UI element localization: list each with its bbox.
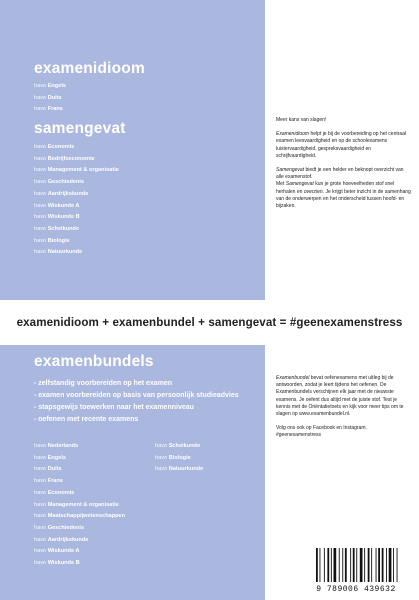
slogan-text: examenidioom + examenbundel + samengevat = #geenexamenstress	[16, 316, 403, 329]
level-label: havo	[155, 454, 169, 461]
barcode-bar	[331, 548, 332, 582]
isbn-barcode	[312, 548, 400, 590]
list-item	[34, 165, 119, 177]
barcode-bar	[393, 548, 394, 582]
list-item	[34, 93, 66, 105]
subject-label: Biologie	[47, 237, 70, 244]
barcode-bar	[386, 548, 387, 582]
subject-label: Frans	[47, 106, 63, 113]
barcode-bar	[327, 548, 329, 582]
list-item	[34, 441, 125, 453]
list-item	[34, 212, 119, 224]
level-label: havo	[34, 190, 48, 197]
subject-label: Scheikunde	[168, 443, 201, 449]
title-examenidioom: examenidioom	[34, 60, 145, 77]
barcode-bar	[356, 548, 357, 582]
level-label: havo	[34, 548, 48, 555]
subject-label: Engels	[47, 83, 67, 89]
barcode-bar	[389, 548, 392, 582]
level-label: havo	[34, 202, 48, 209]
barcode-bar	[339, 548, 340, 582]
subject-label: Maatschappijwetenschappen	[47, 513, 126, 520]
barcode-bar	[342, 548, 343, 582]
subject-label: Engels	[47, 454, 67, 461]
level-label: havo	[155, 443, 169, 449]
subject-label: Wiskunde A	[47, 548, 80, 555]
examenidioom-description: Examenidioom helpt je bij de voorbereiding op het centraal examen leesvaardigheid en op de schoolexamens luistervaardigheid, gespreksvaardigheid en schrijfvaardigheid.	[276, 131, 407, 159]
subject-label: Nederlands	[47, 443, 79, 449]
examenidioom-list	[34, 81, 66, 116]
list-item	[155, 441, 203, 453]
list-item	[34, 177, 119, 189]
list-item	[34, 154, 119, 166]
level-label: havo	[34, 489, 48, 496]
level-label: havo	[155, 466, 169, 473]
list-item	[155, 464, 203, 476]
barcode-bar	[397, 548, 398, 582]
barcode-icon	[312, 548, 400, 584]
benefit-item: - zelfstandig voorbereiden op het examen	[34, 380, 173, 387]
title-examenbundels: examenbundels	[34, 353, 154, 370]
list-item	[155, 453, 203, 465]
level-label: havo	[34, 83, 48, 89]
barcode-bar	[316, 548, 318, 582]
social-text: Volg ons ook op Facebook en Instagram. #geenexamenstress	[276, 425, 367, 439]
samengevat-description-2: Met Samengevat kun je grote hoeveelheden stof snel herhalen en overzien. Je krijgt beter inzicht in de samenhang van de onderwerpen en het onderscheid tussen hoofd- en bijzaken.	[276, 181, 411, 210]
examenbundel-description: Examenbundel bevat oefenexamens met uitleg bij de antwoorden, zodat je leert tijdens het oefenen. De Examenbundels verschijnen elk jaar met de nieuwste examens. Je oefent dus altijd met de juiste stof. Test je kennis met de Oriëntatietoets en kijk voor meer tips om te slagen op www.examenbundel.nl.	[276, 375, 404, 418]
list-item	[34, 453, 125, 465]
samengevat-description: Samengevat biedt je een helder en beknopt overzicht van alle examenstof.	[276, 167, 404, 181]
level-label: havo	[34, 155, 48, 162]
barcode-bar	[353, 548, 355, 582]
subject-label: Natuurkunde	[168, 466, 204, 473]
level-label: havo	[34, 513, 48, 520]
examenbundel-list-col1	[34, 441, 125, 570]
subject-label: Duits	[47, 466, 62, 473]
subject-label: Management & organisatie	[47, 501, 119, 508]
barcode-bar	[371, 548, 372, 582]
subject-label: Scheikunde	[47, 225, 80, 232]
level-label: havo	[34, 501, 48, 508]
barcode-bar	[324, 548, 325, 582]
list-item	[34, 464, 125, 476]
isbn-number: 9 789006 439632	[316, 585, 396, 594]
top-right-text	[276, 117, 412, 217]
level-label: havo	[34, 249, 48, 256]
list-item	[34, 523, 125, 535]
list-item	[34, 476, 125, 488]
slogan-band	[0, 300, 419, 345]
level-label: havo	[34, 466, 48, 473]
subject-label: Natuurkunde	[47, 249, 83, 256]
subject-label: Biologie	[168, 454, 191, 461]
level-label: havo	[34, 524, 48, 531]
list-item	[34, 201, 119, 213]
barcode-bar	[350, 548, 351, 582]
barcode-bar	[378, 548, 380, 582]
list-item	[34, 104, 66, 116]
subject-label: Aardrijkskunde	[47, 536, 89, 543]
barcode-bar	[360, 548, 363, 582]
level-label: havo	[34, 454, 48, 461]
list-item	[34, 511, 125, 523]
subject-label: Duits	[47, 94, 62, 101]
list-item	[34, 535, 125, 547]
list-item	[34, 247, 119, 259]
title-samengevat: samengevat	[34, 120, 126, 137]
barcode-bar	[382, 548, 384, 582]
subject-label: Economie	[47, 144, 75, 150]
subject-label: Economie	[47, 489, 75, 496]
level-label: havo	[34, 214, 48, 221]
tagline: Meer kans van slagen!	[276, 117, 327, 123]
level-label: havo	[34, 144, 48, 150]
level-label: havo	[34, 225, 48, 232]
barcode-bar	[364, 548, 365, 582]
level-label: havo	[34, 478, 48, 485]
list-item	[34, 488, 125, 500]
level-label: havo	[34, 179, 48, 186]
level-label: havo	[34, 536, 48, 543]
subject-label: Wiskunde A	[47, 202, 80, 209]
barcode-bar	[334, 548, 337, 582]
list-item	[34, 546, 125, 558]
list-item	[34, 224, 119, 236]
level-label: havo	[34, 443, 48, 449]
benefit-item: - examen voorbereiden op basis van persoonlijk studieadvies	[34, 392, 239, 399]
list-item	[34, 236, 119, 248]
subject-label: Aardrijkskunde	[47, 190, 89, 197]
list-item	[34, 81, 66, 93]
level-label: havo	[34, 167, 48, 174]
benefit-item: - stapsgewijs toewerken naar het examenniveau	[34, 404, 194, 411]
level-label: havo	[34, 237, 48, 244]
subject-label: Bedrijfseconomie	[47, 155, 95, 162]
subject-label: Wiskunde B	[47, 560, 80, 567]
examenbundel-benefits	[34, 378, 239, 426]
subject-label: Wiskunde B	[47, 214, 80, 221]
level-label: havo	[34, 94, 48, 101]
subject-label: Frans	[47, 478, 63, 485]
barcode-bar	[345, 548, 347, 582]
barcode-bar	[368, 548, 370, 582]
bottom-right-text	[276, 375, 412, 447]
subject-label: Geschiedenis	[47, 524, 85, 531]
list-item	[34, 500, 125, 512]
subject-label: Management & organisatie	[47, 167, 119, 174]
barcode-bar	[320, 548, 321, 582]
benefit-item: - oefenen met recente examens	[34, 416, 139, 423]
examenbundel-list-col2	[155, 441, 203, 476]
level-label: havo	[34, 106, 48, 113]
list-item	[34, 189, 119, 201]
list-item	[34, 558, 125, 570]
level-label: havo	[34, 560, 48, 567]
samengevat-list	[34, 142, 119, 259]
list-item	[34, 142, 119, 154]
subject-label: Geschiedenis	[47, 179, 85, 186]
barcode-bar	[376, 548, 377, 582]
